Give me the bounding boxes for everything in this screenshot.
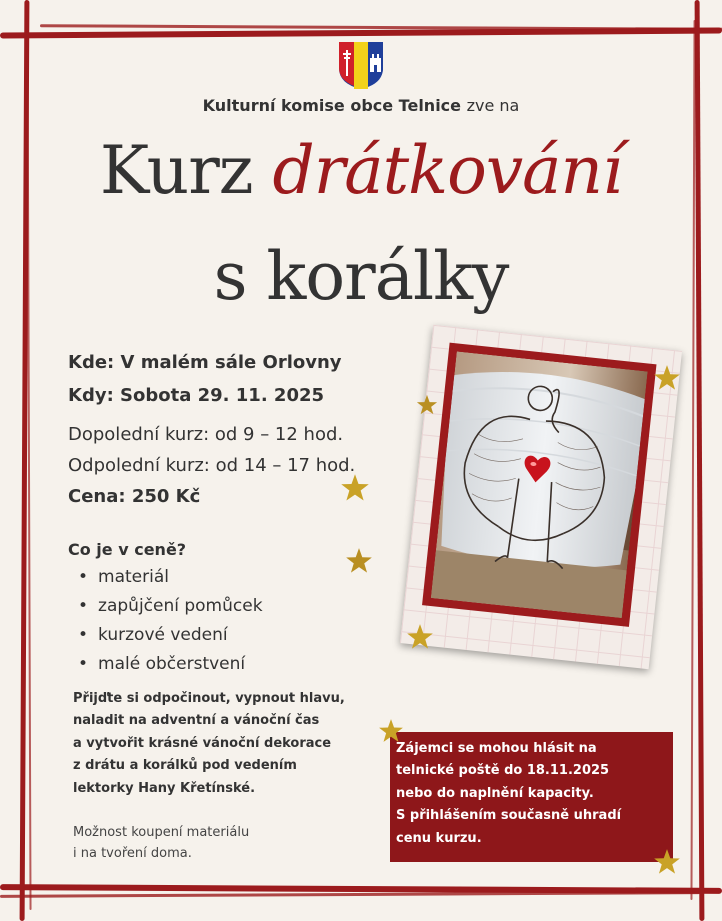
morning-session: Dopolední kurz: od 9 – 12 hod. <box>68 424 344 445</box>
description-line: Přijďte si odpočinout, vypnout hlavu, <box>73 691 345 706</box>
material-note <box>73 822 333 864</box>
star-icon <box>345 547 373 575</box>
page-title <box>0 132 722 209</box>
list-item: • zapůjčení pomůcek <box>78 595 263 624</box>
description-line: a vytvořit krásné vánoční dekorace <box>73 735 332 751</box>
coat-of-arms-icon <box>337 40 385 90</box>
star-icon <box>653 848 681 876</box>
frame-bottom-stroke <box>0 891 700 898</box>
registration-line: Zájemci se mohou hlásit na <box>396 741 597 756</box>
photo-image <box>431 351 648 618</box>
where-text: Kde: V malém sále Orlovny <box>68 352 342 373</box>
note-line: Možnost koupení materiálu <box>73 825 250 840</box>
title-part1: Kurz <box>99 132 253 209</box>
star-icon <box>653 364 681 392</box>
list-item: • malé občerstvení <box>78 653 263 682</box>
invite-suffix: zve na <box>466 96 520 115</box>
registration-text <box>396 738 671 850</box>
invitation-line <box>0 96 722 115</box>
photo-frame <box>422 343 656 627</box>
description-line: lektorky Hany Křetínské. <box>73 780 256 796</box>
star-icon <box>378 718 404 744</box>
title-line2: s korálky <box>213 238 509 315</box>
afternoon-session: Odpolední kurz: od 14 – 17 hod. <box>68 455 356 476</box>
description <box>73 688 373 800</box>
title-accent: drátkování <box>272 132 623 209</box>
included-heading: Co je v ceně? <box>68 540 187 559</box>
list-item: • materiál <box>78 566 263 595</box>
registration-line: S přihlášením současně uhradí <box>396 808 622 824</box>
organizer: Kulturní komise obce Telnice <box>202 96 462 115</box>
angel-photo <box>400 325 682 669</box>
price-text: Cena: 250 Kč <box>68 486 201 507</box>
note-line: i na tvoření doma. <box>73 846 192 861</box>
star-icon <box>340 473 370 503</box>
included-list <box>78 566 263 682</box>
registration-line: telnické poště do 18.11.2025 <box>396 763 610 779</box>
registration-line: nebo do naplnění kapacity. <box>396 785 594 801</box>
description-line: z drátu a korálků pod vedením <box>73 758 297 774</box>
star-icon <box>416 394 438 416</box>
description-line: naladit na adventní a vánoční čas <box>73 713 320 729</box>
list-item: • kurzové vedení <box>78 624 263 653</box>
star-icon <box>406 623 434 651</box>
when-text: Kdy: Sobota 29. 11. 2025 <box>68 385 325 406</box>
registration-line: cenu kurzu. <box>396 830 482 846</box>
